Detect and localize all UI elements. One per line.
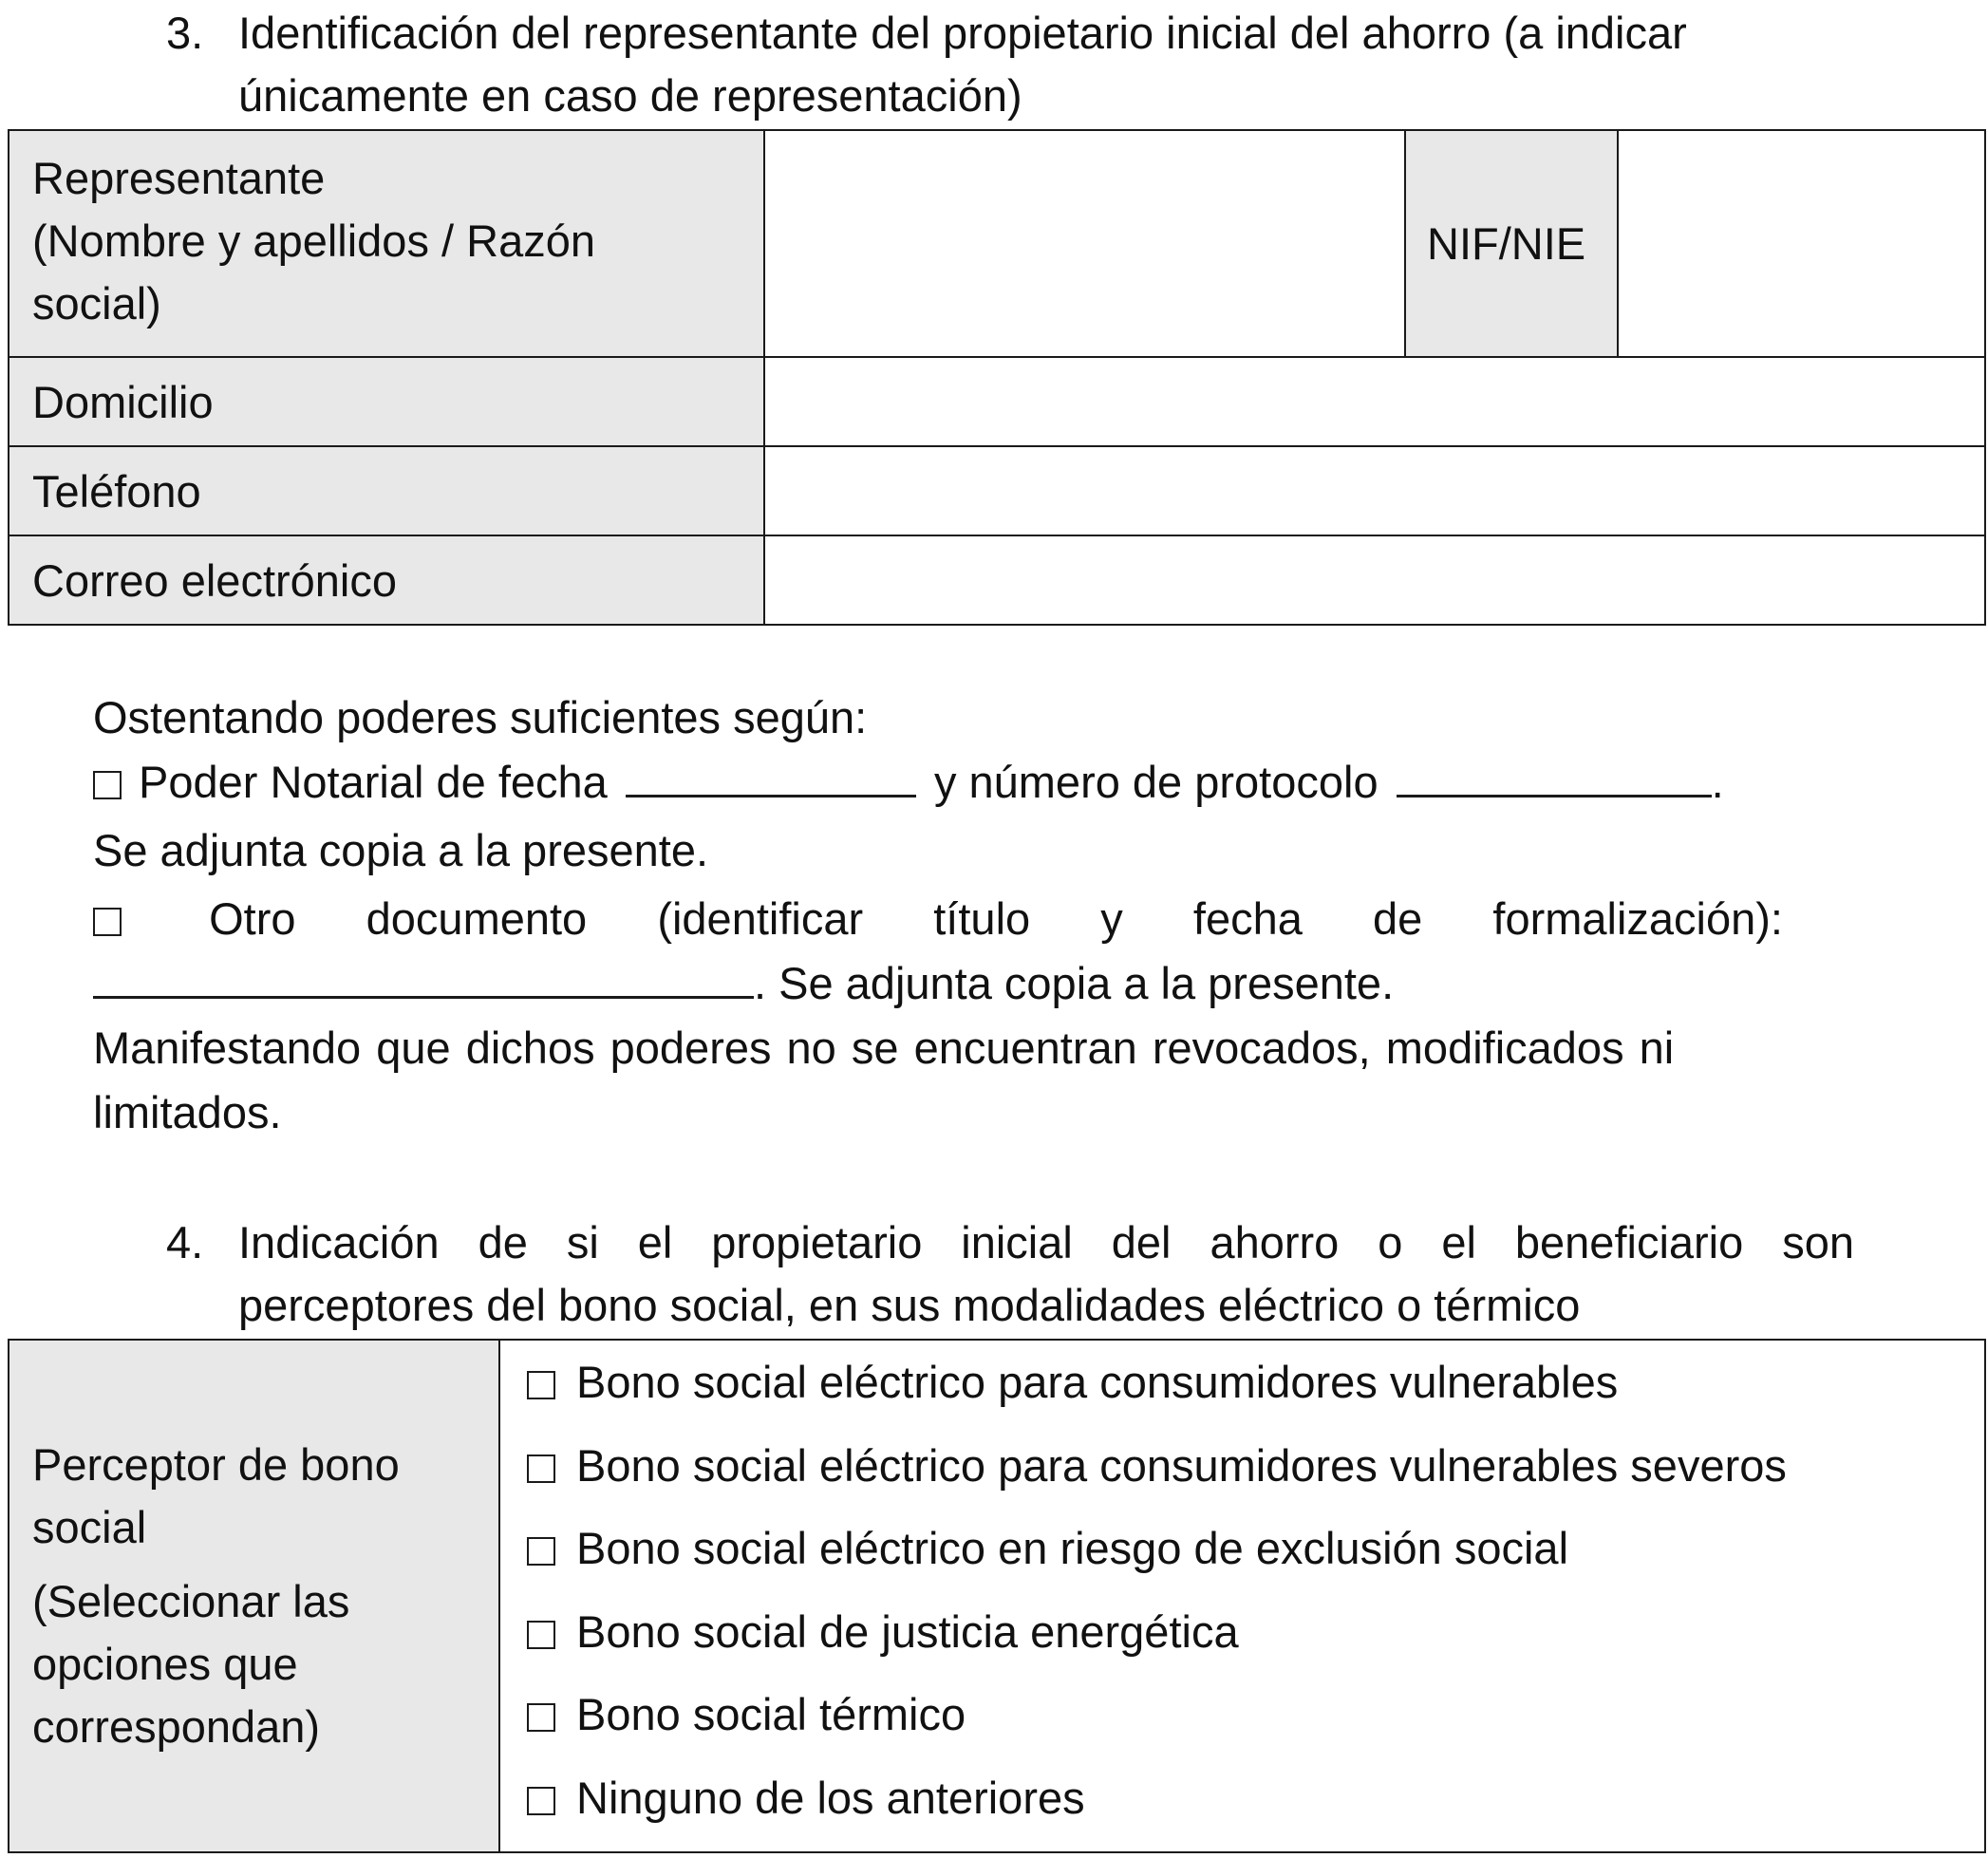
section-4-number: 4. (166, 1217, 204, 1267)
manifestando-line-1: Manifestando que dichos poderes no se encuentran revocados, modificados ni (93, 1023, 1675, 1073)
poderes-paragraph (93, 685, 1783, 1145)
section-4-title: Indicación de si el propietario inicial del ahorro o el beneficiario son perceptores del bono social, en sus modalidades eléctrico o térmico (238, 1217, 1854, 1330)
otro-documento-checkbox[interactable] (93, 908, 122, 936)
bono-options-cell (499, 1340, 1985, 1852)
nif-nie-field[interactable] (1618, 130, 1985, 357)
checkbox-icon[interactable] (527, 1703, 555, 1732)
section-3-title: Identificación del representante del propietario inicial del ahorro (a indicar únicamente en caso de representación) (238, 8, 1687, 121)
section-3-number: 3. (166, 8, 204, 58)
checkbox-icon[interactable] (527, 1454, 555, 1483)
adjunta-copia-1: Se adjunta copia a la presente. (93, 825, 709, 875)
checkbox-icon[interactable] (527, 1787, 555, 1815)
checkbox-icon[interactable] (527, 1621, 555, 1649)
nif-nie-label: NIF/NIE (1405, 130, 1618, 357)
bono-option[interactable]: Bono social eléctrico para consumidores vulnerables (527, 1341, 1984, 1424)
representative-table (8, 129, 1986, 626)
domicilio-field[interactable] (764, 357, 1985, 446)
correo-label: Correo electrónico (9, 535, 764, 625)
poder-notarial-line: Poder Notarial de fecha y número de protocolo . (93, 750, 1783, 818)
poder-notarial-checkbox[interactable] (93, 771, 122, 799)
representante-label: Representante (Nombre y apellidos / Razón social) (9, 130, 764, 357)
checkbox-icon[interactable] (527, 1371, 555, 1399)
bono-option[interactable]: Bono social de justicia energética (527, 1590, 1984, 1674)
perceptor-bono-label: Perceptor de bono social (Seleccionar las opciones que correspondan) (9, 1340, 499, 1852)
bono-social-table (8, 1339, 1986, 1853)
poder-fecha-blank[interactable] (626, 759, 916, 798)
otro-documento-blank[interactable] (93, 960, 754, 999)
bono-option[interactable]: Bono social eléctrico en riesgo de exclusión social (527, 1507, 1984, 1590)
otro-documento-blank-line: . Se adjunta copia a la presente. (93, 951, 1783, 1016)
checkbox-icon[interactable] (527, 1537, 555, 1566)
telefono-field[interactable] (764, 446, 1985, 535)
protocolo-blank[interactable] (1397, 759, 1712, 798)
bono-option[interactable]: Bono social térmico (527, 1673, 1984, 1756)
otro-documento-line: Otro documento (identificar título y fecha de formalización): (93, 887, 1783, 951)
manifestando-line-2: limitados. (93, 1087, 282, 1137)
telefono-label: Teléfono (9, 446, 764, 535)
correo-field[interactable] (764, 535, 1985, 625)
representante-field[interactable] (764, 130, 1405, 357)
domicilio-label: Domicilio (9, 357, 764, 446)
bono-option[interactable]: Ninguno de los anteriores (527, 1756, 1984, 1840)
poderes-intro: Ostentando poderes suficientes según: (93, 692, 868, 742)
bono-option[interactable]: Bono social eléctrico para consumidores vulnerables severos (527, 1424, 1984, 1508)
